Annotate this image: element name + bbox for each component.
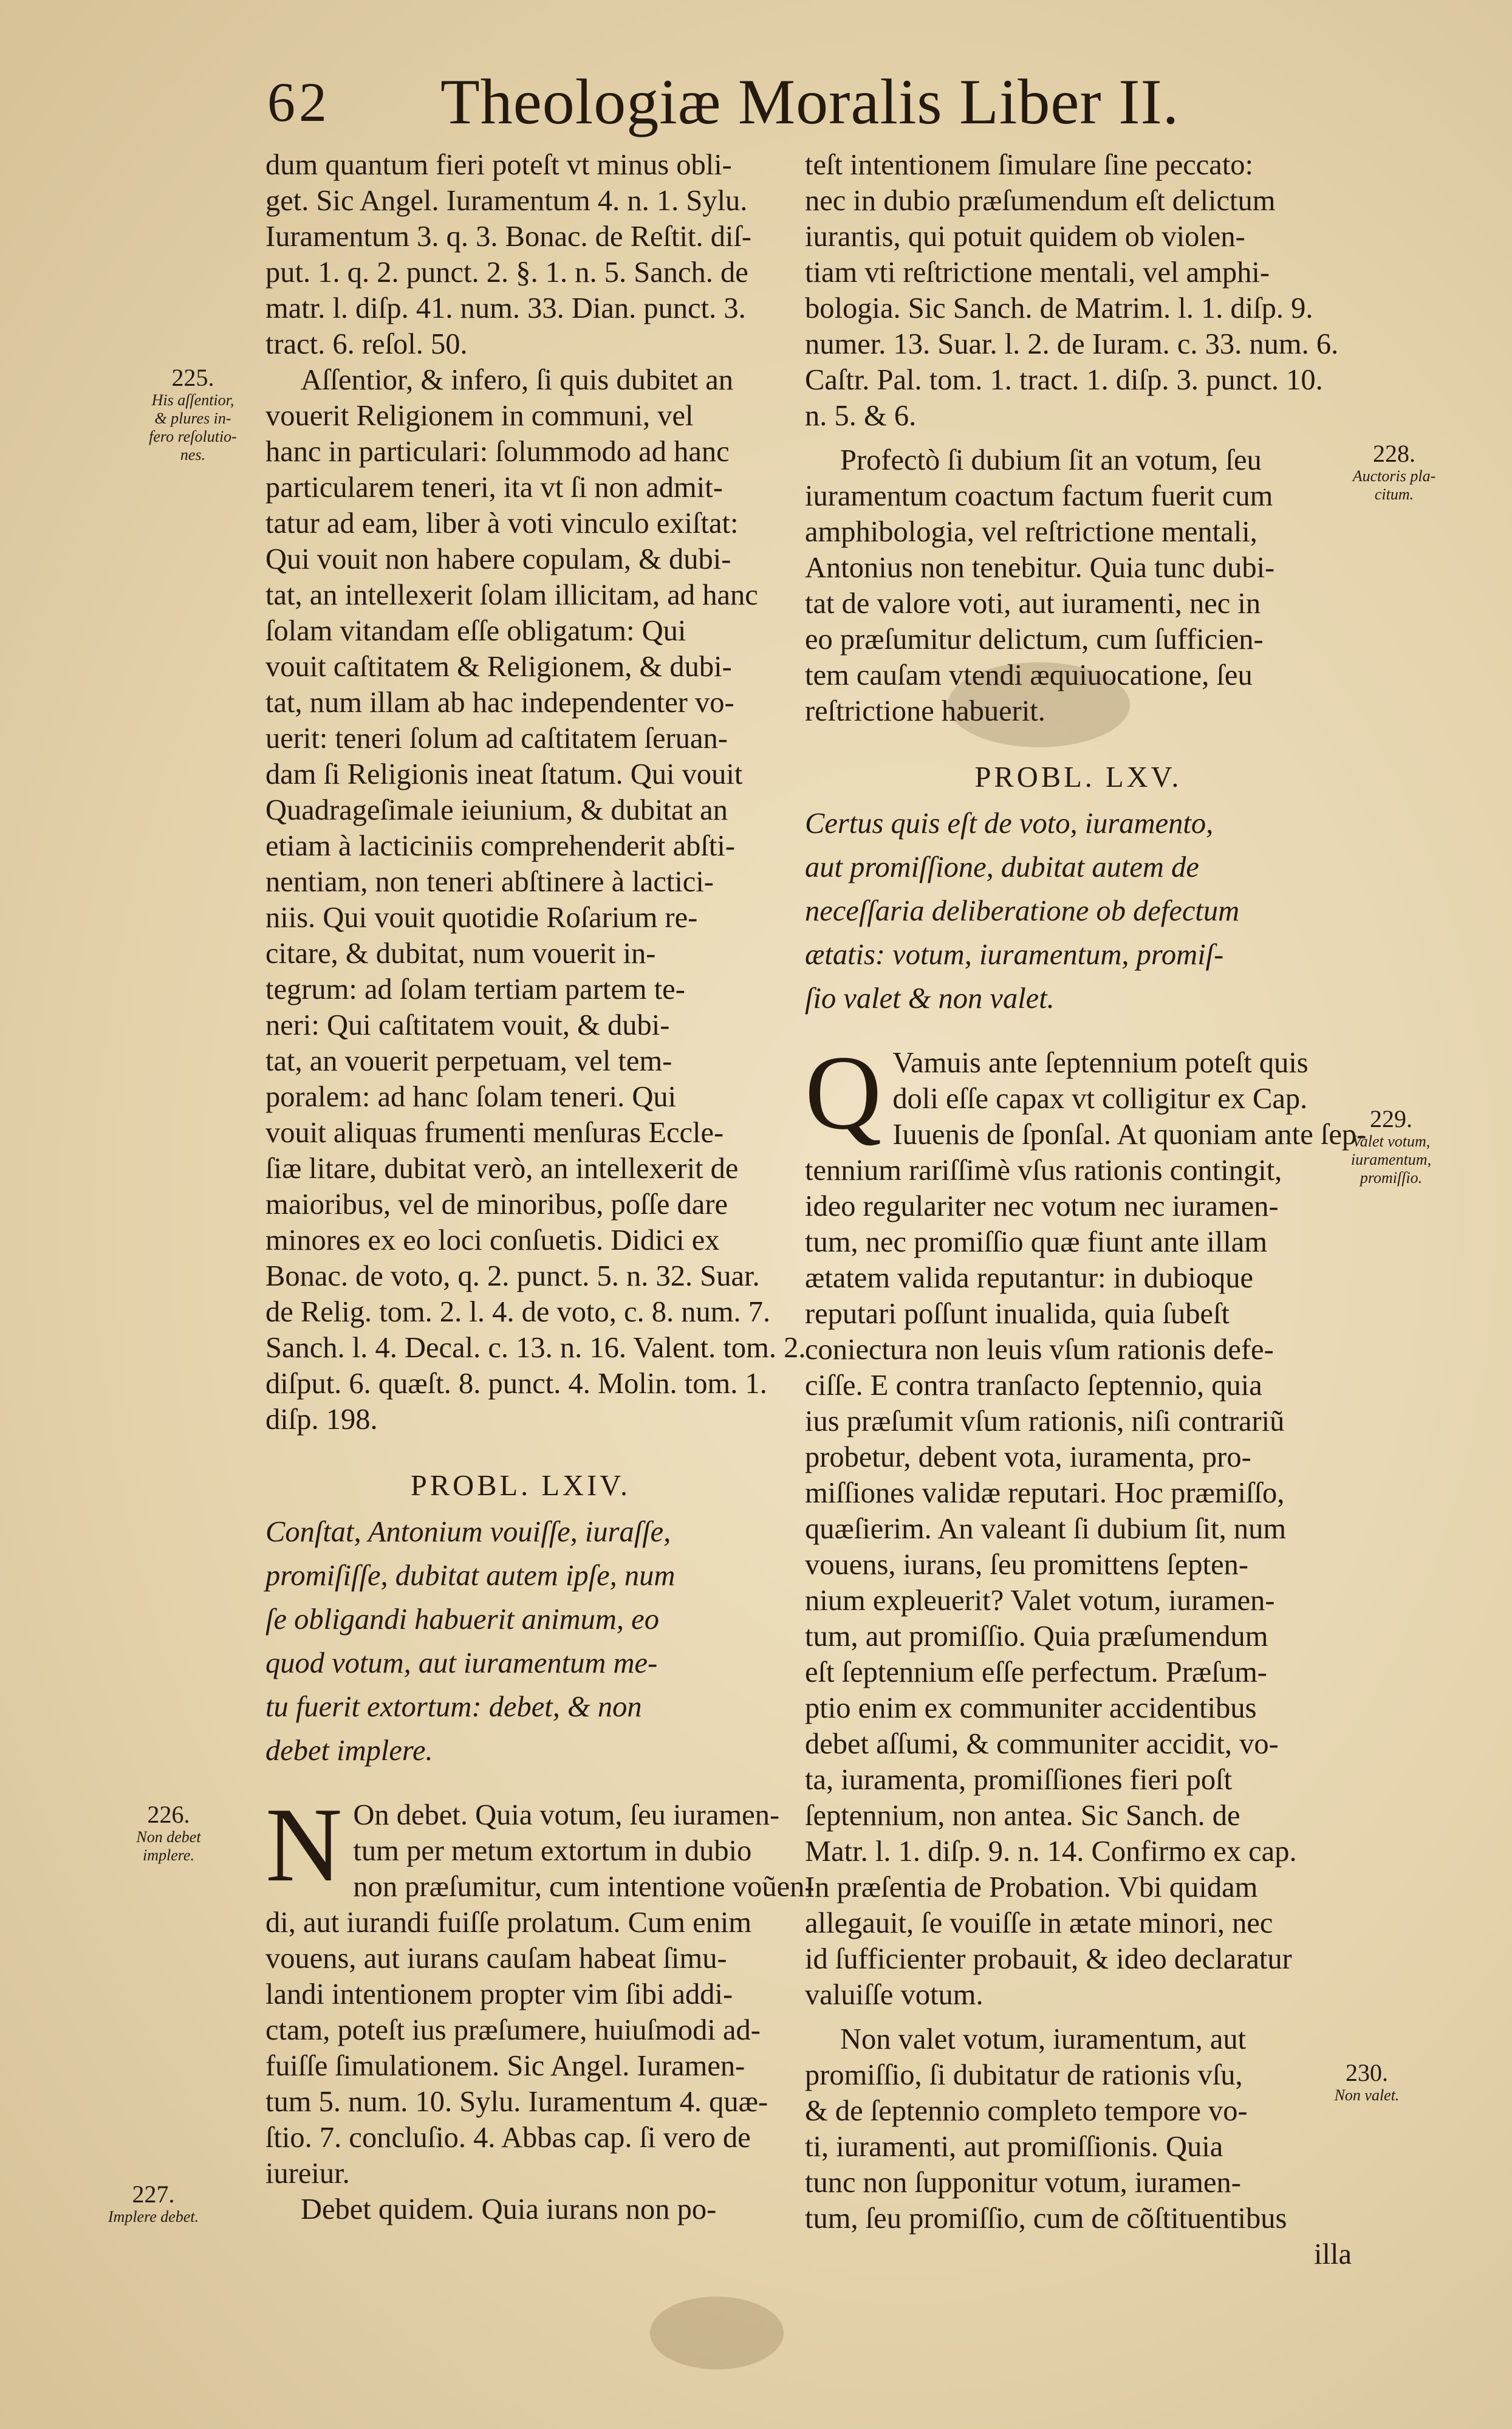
text-line: maioribus, vel de minoribus, poſſe dare: [265, 1188, 728, 1221]
text-line: diſput. 6. quæſt. 8. punct. 4. Molin. tom. 1.: [265, 1368, 767, 1400]
margin-number: 227.: [132, 2181, 175, 2208]
spacer: [265, 1773, 776, 1797]
text-line: tract. 6. reſol. 50.: [265, 328, 468, 360]
text-line: Bonac. de voto, q. 2. punct. 5. n. 32. Suar.: [265, 1260, 760, 1292]
text-line: citare, & dubitat, num vouerit in-: [265, 937, 656, 970]
margin-number: 225.: [171, 364, 214, 391]
text-line: Qui vouit non habere copulam, & dubi-: [265, 543, 731, 575]
text-line: Matr. l. 1. diſp. 9. n. 14. Confirmo ex cap.: [805, 1835, 1297, 1868]
text-line: ius præſumit vſum rationis, niſi contrariũ: [805, 1405, 1285, 1437]
text-line: allegauit, ſe vouiſſe in ætate minori, nec: [805, 1907, 1273, 1939]
text-line: Antonius non tenebitur. Quia tunc dubi-: [805, 552, 1275, 584]
margin-text: Non debet: [136, 1828, 201, 1846]
text-line: fuiſſe ſimulationem. Sic Angel. Iuramen-: [265, 2050, 745, 2082]
spacer: [805, 2013, 1352, 2021]
text-line: di, aut iurandi fuiſſe prolatum. Cum enim: [265, 1907, 752, 1939]
text-line: vouens, iurans, ſeu promittens ſepten-: [805, 1549, 1249, 1581]
text-line: Caſtr. Pal. tom. 1. tract. 1. diſp. 3. punct. 10.: [805, 364, 1323, 396]
spacer: [805, 1021, 1352, 1045]
page-number: 62: [267, 71, 330, 133]
text-line: tum 5. num. 10. Sylu. Iuramentum 4. quæ-: [265, 2086, 768, 2118]
text-line: dum quantum fieri poteſt vt minus obli-: [265, 149, 732, 181]
margin-text: citum.: [1374, 485, 1414, 503]
text-line: tiam vti reſtrictione mentali, vel amphi-: [805, 256, 1270, 289]
text-line: ta, iuramenta, promiſſiones fieri poſt: [805, 1764, 1233, 1796]
text-line: ctam, poteſt ius præſumere, huiuſmodi ad-: [265, 2014, 761, 2046]
problem-heading: PROBL. LXIV.: [410, 1470, 631, 1502]
text-line: quæſierim. An valeant ſi dubium ſit, num: [805, 1513, 1287, 1545]
text-line: tunc non ſupponitur votum, iuramen-: [805, 2167, 1241, 2199]
margin-note-229: [1327, 1106, 1455, 1187]
problem-heading: PROBL. LXV.: [974, 761, 1182, 793]
problem-line: ſio valet & non valet.: [805, 982, 1055, 1015]
text-line: eſt ſeptennium eſſe perfectum. Præſum-: [805, 1656, 1267, 1688]
text-line: miſſiones validæ reputari. Hoc præmiſſo,: [805, 1477, 1285, 1509]
text-line: In præſentia de Probation. Vbi quidam: [805, 1871, 1258, 1903]
problem-line: Conſtat, Antonium vouiſſe, iuraſſe,: [265, 1516, 671, 1548]
text-line: non præſumitur, cum intentione voũen-: [353, 1871, 815, 1903]
text-line: tegrum: ad ſolam tertiam partem te-: [265, 973, 685, 1006]
running-header: [267, 66, 1215, 137]
text-line: probetur, debent vota, iuramenta, pro-: [805, 1441, 1251, 1473]
text-line: Non valet votum, iuramentum, aut: [840, 2023, 1247, 2055]
text-line: vouit aliquas frumenti menſuras Eccle-: [265, 1117, 724, 1149]
problem-line: promiſiſſe, dubitat autem ipſe, num: [265, 1560, 676, 1592]
problem-line: quod votum, aut iuramentum me-: [265, 1647, 658, 1679]
margin-note-228: [1346, 440, 1443, 504]
text-line: etiam à lacticiniis comprehenderit abſti-: [265, 830, 735, 862]
text-line: ciſſe. E contra tranſacto ſeptennio, quia: [805, 1369, 1262, 1402]
text-line: n. 5. & 6.: [805, 400, 917, 432]
text-line: vouit caſtitatem & Religionem, & dubi-: [265, 651, 732, 683]
problem-line: ſe obligandi habuerit animum, eo: [265, 1603, 659, 1636]
text-line: Debet quidem. Quia iurans non po-: [301, 2193, 717, 2225]
text-line: nentiam, non teneri abſtinere à lactici-: [265, 866, 714, 898]
text-line: Quadrageſimale ieiunium, & dubitat an: [265, 794, 728, 826]
text-line: tat, an intellexerit ſolam illicitam, ad hanc: [265, 579, 758, 611]
problem-line: ætatis: votum, iuramentum, promiſ-: [805, 939, 1224, 971]
margin-text: His aſſentior,: [151, 391, 234, 409]
margin-text: promiſſio.: [1360, 1169, 1423, 1187]
text-line: id ſufficienter probauit, & ideo declaratur: [805, 1943, 1292, 1975]
spacer: [265, 1437, 776, 1462]
text-line: numer. 13. Suar. l. 2. de Iuram. c. 33. num. 6.: [805, 328, 1339, 360]
problem-line: tu fuerit extortum: debet, & non: [265, 1691, 642, 1723]
margin-text: nes.: [180, 446, 206, 464]
text-line-block: [805, 1033, 1367, 2013]
margin-text: Implere debet.: [108, 2208, 199, 2225]
text-line: niis. Qui vouit quotidie Roſarium re-: [265, 902, 698, 934]
drop-cap: Q: [805, 1033, 882, 1151]
paper-stain: [650, 2297, 784, 2369]
text-line: nec in dubio præſumendum eſt delictum: [805, 185, 1276, 217]
text-line: Sanch. l. 4. Decal. c. 13. n. 16. Valent. tom. 2.: [265, 1332, 806, 1364]
text-line: ſtio. 7. concluſio. 4. Abbas cap. ſi vero de: [265, 2122, 751, 2154]
text-line: vouerit Religionem in communi, vel: [265, 400, 694, 432]
margin-text: implere.: [143, 1846, 194, 1864]
text-line: eo præſumitur delictum, cum ſufficien-: [805, 623, 1264, 656]
text-line: minores ex eo loci conſuetis. Didici ex: [265, 1224, 720, 1256]
text-line: bologia. Sic Sanch. de Matrim. l. 1. diſp. 9.: [805, 292, 1313, 324]
text-line: uerit: teneri ſolum ad caſtitatem ſeruan-: [265, 722, 728, 755]
text-line: dam ſi Religionis ineat ſtatum. Qui vouit: [265, 758, 743, 790]
margin-text: fero reſolutio-: [149, 428, 237, 445]
margin-text: iuramentum,: [1350, 1151, 1432, 1168]
text-line: tennium rariſſimè vſus rationis contingit,: [805, 1154, 1282, 1187]
margin-text: Auctoris pla-: [1352, 467, 1436, 485]
margin-note-230: [1312, 2060, 1421, 2105]
left-column: [265, 147, 815, 2227]
text-line: ti, iuramenti, aut promiſſionis. Quia: [805, 2131, 1223, 2163]
text-line: ſeptennium, non antea. Sic Sanch. de: [805, 1800, 1240, 1832]
margin-number: 230.: [1346, 2059, 1388, 2086]
text-line: reſtrictione habuerit.: [805, 695, 1045, 727]
margin-number: 228.: [1373, 440, 1415, 467]
text-line: ptio enim ex communiter accidentibus: [805, 1692, 1257, 1724]
problem-line: neceſſaria deliberatione ob defectum: [805, 895, 1240, 927]
text-line: nium expleuerit? Valet votum, iuramen-: [805, 1585, 1275, 1617]
problem-line: Certus quis eſt de voto, iuramento,: [805, 807, 1214, 840]
text-line: tum, aut promiſſio. Quia præſumendum: [805, 1620, 1268, 1653]
text-line: tum, nec promiſſio quæ fiunt ante illam: [805, 1226, 1268, 1258]
text-line: Vamuis ante ſeptennium poteſt quis: [892, 1047, 1308, 1079]
running-title: Theologiæ Moralis Liber II.: [440, 66, 1180, 137]
text-line: landi intentionem propter vim ſibi addi-: [265, 1978, 733, 2010]
problem-line: aut promiſſione, dubitat autem de: [805, 851, 1199, 883]
text-line: Aſſentior, & infero, ſi quis dubitet an: [301, 364, 733, 396]
text-line: ætatem valida reputantur: in dubioque: [805, 1262, 1254, 1294]
margin-note-226: [103, 1801, 234, 1865]
text-line: diſp. 198.: [265, 1403, 378, 1436]
margin-number: 229.: [1370, 1105, 1412, 1132]
text-line: Profectò ſi dubium ſit an votum, ſeu: [840, 444, 1262, 476]
text-line: coniectura non leuis vſum rationis defe-: [805, 1334, 1274, 1366]
margin-note-225: [125, 365, 261, 464]
text-line: teſt intentionem ſimulare ſine peccato:: [805, 149, 1254, 181]
text-line: hanc in particulari: ſolummodo ad hanc: [265, 436, 730, 468]
spacer: [805, 729, 1352, 753]
text-line: put. 1. q. 2. punct. 2. §. 1. n. 5. Sanch. de: [265, 256, 748, 289]
text-line: de Relig. tom. 2. l. 4. de voto, c. 8. num. 7.: [265, 1296, 771, 1328]
text-line: reputari poſſunt inualida, quia ſubeſt: [805, 1298, 1230, 1330]
margin-text: Valet votum,: [1352, 1132, 1431, 1150]
margin-note-227: [85, 2181, 222, 2226]
text-line: iureiur.: [265, 2157, 350, 2190]
text-line: amphibologia, vel reſtrictione mentali,: [805, 516, 1257, 548]
text-line: poralem: ad hanc ſolam teneri. Qui: [265, 1081, 677, 1113]
problem-statement: [805, 802, 1352, 1021]
margin-text: & plures in-: [154, 409, 231, 427]
problem-statement: [265, 1510, 776, 1773]
text-line: debet aſſumi, & communiter accidit, vo-: [805, 1728, 1279, 1760]
drop-cap: N: [265, 1786, 343, 1903]
text-line: neri: Qui caſtitatem vouit, & dubi-: [265, 1009, 670, 1041]
text-line: get. Sic Angel. Iuramentum 4. n. 1. Sylu.: [265, 185, 748, 217]
margin-text: Non valet.: [1334, 2086, 1400, 2104]
text-line: tat, an vouerit perpetuam, vel tem-: [265, 1045, 672, 1077]
text-line: & de ſeptennio completo tempore vo-: [805, 2095, 1248, 2127]
text-line: tat de valore voti, aut iuramenti, nec in: [805, 588, 1261, 620]
text-line: matr. l. diſp. 41. num. 33. Dian. punct. 3.: [265, 292, 746, 324]
text-line: ſiæ litare, dubitat verò, an intellexerit de: [265, 1153, 739, 1185]
text-line: valuiſſe votum.: [805, 1979, 983, 2011]
text-line: tatur ad eam, liber à voti vinculo exiſtat:: [265, 507, 739, 540]
text-line: iurantis, qui potuit quidem ob violen-: [805, 221, 1245, 253]
text-line: vouens, aut iurans cauſam habeat ſimu-: [265, 1942, 727, 1975]
text-line-block: [265, 1786, 815, 2191]
text-line: tum, ſeu promiſſio, cum de cõſtituentibus: [805, 2202, 1287, 2235]
text-line: tat, num illam ab hac independenter vo-: [265, 687, 734, 719]
text-line: tum per metum extortum in dubio: [353, 1835, 752, 1867]
problem-line: debet implere.: [265, 1735, 433, 1767]
text-line: ideo regulariter nec votum nec iuramen-: [805, 1190, 1279, 1222]
text-line: particularem teneri, ita vt ſi non admit-: [265, 471, 723, 504]
text-line: promiſſio, ſi dubitatur de rationis vſu,: [805, 2059, 1243, 2091]
spacer: [805, 434, 1352, 442]
text-line: iuramentum coactum factum fuerit cum: [805, 480, 1273, 512]
margin-number: 226.: [147, 1801, 190, 1828]
text-line: Iuramentum 3. q. 3. Bonac. de Reſtit. diſ-: [265, 221, 752, 253]
catchword: illa: [1314, 2238, 1352, 2270]
text-line: On debet. Quia votum, ſeu iuramen-: [353, 1799, 780, 1831]
text-line: Iuuenis de ſponſal. At quoniam ante ſep-: [892, 1119, 1367, 1151]
text-line: ſolam vitandam eſſe obligatum: Qui: [265, 615, 686, 647]
text-line: doli eſſe capax vt colligitur ex Cap.: [892, 1083, 1308, 1115]
text-line: tem cauſam vtendi æquiuocatione, ſeu: [805, 659, 1253, 691]
